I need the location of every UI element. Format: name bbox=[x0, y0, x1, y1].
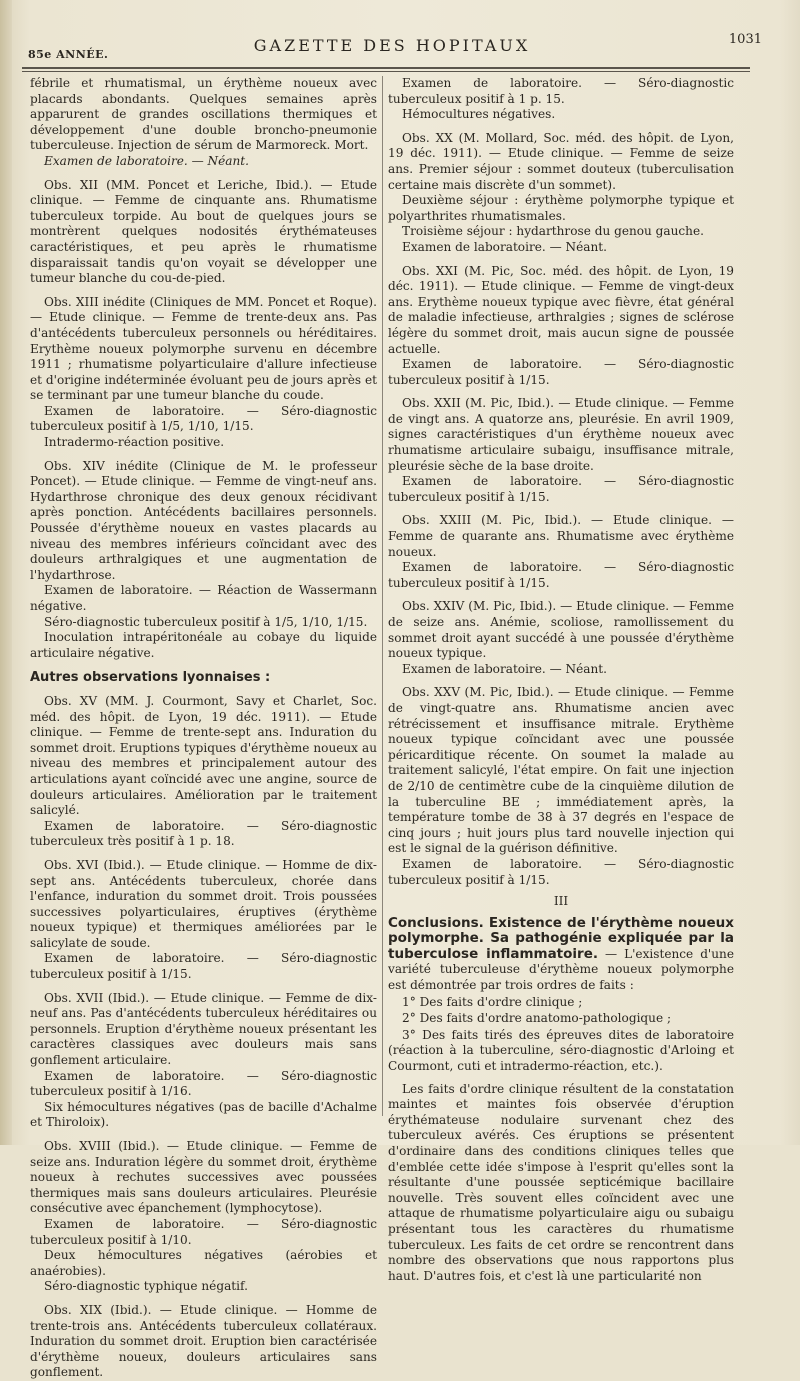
lab-result: Séro-diagnostic tuberculeux positif à 1/5, 1/10, 1/15. bbox=[44, 614, 368, 629]
lab-result: Examen de laboratoire. — Néant. bbox=[402, 661, 607, 676]
observation-24: Obs. XXIV (M. Pic, Ibid.). — Etude clinique. — Femme de seize ans. Anémie, scoliose, ramollissement du sommet droit ayant succédé à une poussée d'érythème noueux typique. bbox=[388, 599, 734, 661]
page-number: 1031 bbox=[728, 32, 762, 47]
observation-20: Obs. XX (M. Mollard, Soc. méd. des hôpit. de Lyon, 19 déc. 1911). — Etude clinique. — Femme de seize ans. Premier séjour : sommet douteux (tuberculisation certaine mais discrète d'un sommet). bbox=[388, 130, 734, 192]
lab-result: Examen de laboratoire. — Séro-diagnostic tuberculeux positif à 1/15. bbox=[388, 560, 734, 590]
list-item: 2° Des faits d'ordre anatomo-pathologique ; bbox=[402, 1011, 672, 1026]
lab-result: Examen de laboratoire. — Séro-diagnostic tuberculeux positif à 1/16. bbox=[30, 1068, 377, 1099]
lab-result: Six hémocultures négatives (pas de bacille d'Achalme et Thiroloix). bbox=[30, 1099, 377, 1130]
observation-detail: Troisième séjour : hydarthrose du genou gauche. bbox=[402, 224, 704, 239]
right-column bbox=[388, 76, 734, 1284]
page-header bbox=[22, 30, 762, 66]
column-divider bbox=[382, 76, 383, 1116]
conclusions-text: — L'existence d'une variété tuberculeuse d'érythème noueux polymorphe est démontrée par trois ordres de faits : bbox=[388, 946, 734, 993]
observation-19: Obs. XIX (Ibid.). — Etude clinique. — Homme de trente-trois ans. Antécédents tuberculeux collatéraux. Induration du sommet droit. Eruption bien caractérisée d'érythème noueux, douleurs articulaires sans gonflement. bbox=[30, 1302, 377, 1380]
lab-result: Examen de laboratoire. — Séro-diagnostic tuberculeux positif à 1/15. bbox=[388, 357, 734, 387]
lab-result: Deux hémocultures négatives (aérobies et anaérobies). bbox=[30, 1248, 377, 1278]
observation-18: Obs. XVIII (Ibid.). — Etude clinique. — Femme de seize ans. Induration légère du sommet droit, érythème noueux à rechutes successives avec poussées thermiques mais sans douleurs articulaires. Pleurésie consécutive avec épanchement (lymphocytose). bbox=[30, 1139, 377, 1216]
header-rule-thick bbox=[22, 67, 750, 69]
section-heading: Autres observations lyonnaises : bbox=[30, 670, 271, 686]
conclusions-paragraph bbox=[388, 916, 734, 994]
lab-result: Examen de laboratoire. — Séro-diagnostic tuberculeux très positif à 1 p. 18. bbox=[30, 818, 377, 849]
page-binding-edge bbox=[0, 0, 12, 1145]
lab-result: Examen de laboratoire. — Néant. bbox=[44, 153, 249, 168]
list-item: 3° Des faits tirés des épreuves dites de laboratoire (réaction à la tuberculine, séro-diagnostic d'Arloing et Courmont, cuti et intradermo-réaction, etc.). bbox=[388, 1027, 734, 1074]
lab-result: Examen de laboratoire. — Néant. bbox=[402, 239, 607, 254]
lab-result: Examen de laboratoire. — Séro-diagnostic tuberculeux positif à 1/10. bbox=[30, 1216, 377, 1247]
observation-23: Obs. XXIII (M. Pic, Ibid.). — Etude clinique. — Femme de quarante ans. Rhumatisme avec érythème noueux. bbox=[388, 513, 734, 559]
observation-14: Obs. XIV inédite (Clinique de M. le professeur Poncet). — Etude clinique. — Femme de vingt-neuf ans. Hydarthrose chronique des deux genoux récidivant après ponction. Antécédents bacillaires personnels. Poussée d'érythème noueux en vastes placards au niveau des membres inférieurs coïncidant avec des douleurs arthralgiques et une augmentation de l'hydarthrose. bbox=[30, 458, 377, 582]
lab-result: Examen de laboratoire. — Séro-diagnostic tuberculeux positif à 1/5, 1/10, 1/15. bbox=[30, 403, 377, 434]
lab-result: Examen de laboratoire. — Séro-diagnostic tuberculeux positif à 1/15. bbox=[388, 856, 734, 887]
conclusions-heading: Conclusions. Existence de l'érythème noueux polymorphe. Sa pathogénie expliquée par la tuberculose inflammatoire. bbox=[388, 914, 734, 962]
section-number: III bbox=[553, 894, 569, 909]
observation-16: Obs. XVI (Ibid.). — Etude clinique. — Homme de dix-sept ans. Antécédents tuberculeux, chorée dans l'enfance, induration du sommet droit. Trois poussées successives polyarticulaires, éruptives (érythème noueux typique) et thermiques améliorées par le salicylate de soude. bbox=[30, 857, 377, 950]
observation-22: Obs. XXII (M. Pic, Ibid.). — Etude clinique. — Femme de vingt ans. A quatorze ans, pleurésie. En avril 1909, signes caractéristiques d'un érythème noueux avec rhumatisme articulaire subaigu, insuffisance mitrale, pleurésie sèche de la base droite. bbox=[388, 396, 734, 473]
observation-15: Obs. XV (MM. J. Courmont, Savy et Charlet, Soc. méd. des hôpit. de Lyon, 19 déc. 1911). — Etude clinique. — Femme de trente-sept ans. Induration du sommet droit. Eruptions typiques d'érythème noueux au niveau des membres et principalement autour des articulations ayant coïncidé avec une angine, source de douleurs articulaires. Amélioration par le traitement salicylé. bbox=[30, 693, 377, 818]
volume-label: 85e ANNÉE. bbox=[28, 48, 109, 61]
paragraph: Les faits d'ordre clinique résultent de la constatation maintes et maintes fois observée d'éruption érythémateuse nodulaire survenant chez des tuberculeux avérés. Ces éruptions se présentent d'ordinaire dans des conditions cliniques telles que d'emblée cette idée s'impose à l'esprit qu'elles sont la résultante d'une poussée septicémique bacillaire nouvelle. Très souvent elles coïncident avec une attaque de rhumatisme polyarticulaire aigu ou subaigu présentant tous les caractères du rhumatisme tuberculeux. Les faits de cet ordre se rencontrent dans nombre des observations que nous rapportons plus haut. D'autres fois, et c'est là une particularité non bbox=[388, 1081, 734, 1283]
header-rule-thin bbox=[22, 71, 750, 72]
lab-result: Examen de laboratoire. — Séro-diagnostic tuberculeux positif à 1/15. bbox=[30, 951, 377, 982]
journal-title: GAZETTE DES HOPITAUX bbox=[253, 36, 531, 55]
list-item: 1° Des faits d'ordre clinique ; bbox=[402, 994, 583, 1009]
lab-result: Inoculation intrapéritonéale au cobaye du liquide articulaire négative. bbox=[30, 630, 377, 660]
observation-12: Obs. XII (MM. Poncet et Leriche, Ibid.). — Etude clinique. — Femme de cinquante ans. Rhumatisme tuberculeux torpide. Au bout de quelques jours se montrèrent quelques nodosités érythémateuses caractéristiques, et peu après le rhumatisme disparaissait tandis qu'on voyait se développer une tumeur blanche du cou-de-pied. bbox=[30, 177, 377, 286]
lab-result: Examen de laboratoire. — Séro-diagnostic tuberculeux positif à 1/15. bbox=[388, 474, 734, 504]
lab-result: Examen de laboratoire. — Réaction de Wassermann négative. bbox=[30, 583, 377, 613]
lab-result: Hémocultures négatives. bbox=[402, 107, 556, 122]
observation-detail: Deuxième séjour : érythème polymorphe typique et polyarthrites rhumatismales. bbox=[388, 193, 734, 223]
left-column bbox=[30, 76, 377, 1381]
lab-result: Séro-diagnostic typhique négatif. bbox=[44, 1279, 248, 1294]
lab-result: Examen de laboratoire. — Séro-diagnostic tuberculeux positif à 1 p. 15. bbox=[388, 76, 734, 106]
observation-17: Obs. XVII (Ibid.). — Etude clinique. — Femme de dix-neuf ans. Pas d'antécédents tuberculeux héréditaires ou personnels. Eruption d'érythème noueux présentant les caractères classiques avec douleurs mais sans gonflement articulaire. bbox=[30, 990, 377, 1068]
lab-result: Intradermo-réaction positive. bbox=[44, 435, 225, 450]
observation-25: Obs. XXV (M. Pic, Ibid.). — Etude clinique. — Femme de vingt-quatre ans. Rhumatisme ancien avec rétrécissement et insuffisance mitrale. Erythème noueux typique coïncidant avec une poussée péricarditique récente. On soumet la malade au traitement salicylé, l'état empire. On fait une injection de 2/10 de centimètre cube de la cinquième dilution de la tuberculine BE ; immédiatement après, la température tombe de 38 à 37 degrés en l'espace de cinq jours ; huit jours plus tard nouvelle injection qui est le signal de la guérison définitive. bbox=[388, 685, 734, 856]
observation-21: Obs. XXI (M. Pic, Soc. méd. des hôpit. de Lyon, 19 déc. 1911). — Etude clinique. — Femme de vingt-deux ans. Erythème noueux typique avec fièvre, état général de maladie infectieuse, arthralgies ; signes de sclérose légère du sommet droit, mais aucun signe de poussée actuelle. bbox=[388, 263, 734, 356]
paragraph: fébrile et rhumatismal, un érythème noueux avec placards abondants. Quelques semaines après apparurent de grandes oscillations thermiques et développement d'une double broncho-pneumonie tuberculeuse. Injection de sérum de Marmoreck. Mort. bbox=[30, 76, 377, 153]
observation-13: Obs. XIII inédite (Cliniques de MM. Poncet et Roque). — Etude clinique. — Femme de trente-deux ans. Pas d'antécédents tuberculeux personnels ou héréditaires. Erythème noueux polymorphe survenu en décembre 1911 ; rhumatisme polyarticulaire d'allure infectieuse et d'origine indéterminée évoluant peu de jours après et se terminant par une tumeur blanche du coude. bbox=[30, 294, 377, 403]
